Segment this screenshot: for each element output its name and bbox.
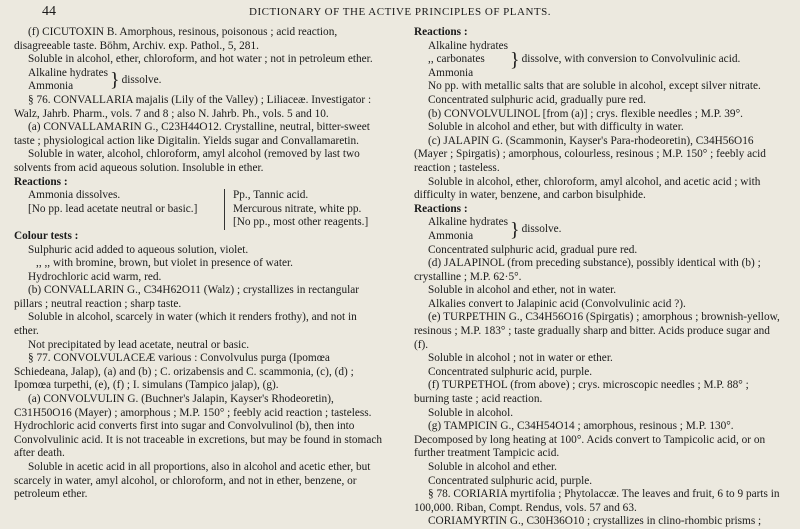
- section-paragraph: § 78. CORIARIA myrtifolia ; Phytolaccæ. The leaves and fruit, 6 to 9 parts in 100,000. Riban, Compt. Rendus, vols. 57 and 63.: [414, 488, 780, 514]
- paragraph: Soluble in alcohol, ether, chloroform, and hot water ; not in petroleum ether.: [28, 53, 373, 66]
- paragraph: (b) CONVALLARIN G., C34H62O11 (Walz) ; crystallizes in rectangular pillars ; neutral reaction ; sharp taste.: [14, 284, 360, 310]
- brace-symbol: }: [110, 69, 120, 92]
- paragraph: Soluble in alcohol and ether, not in water.: [428, 284, 617, 297]
- paragraph: Soluble in water, alcohol, chloroform, amyl alcohol (removed by last two solvents from acid aqueous solution. Insoluble in ether.: [14, 148, 360, 174]
- paragraph: Concentrated sulphuric acid, purple.: [428, 365, 593, 378]
- subheading: Reactions :: [414, 26, 468, 38]
- paragraph: (a) CONVALLAMARIN G., C23H44O12. Crystalline, neutral, bitter-sweet taste ; physiological action like Digitalin. Yields sugar and Convallamaretin.: [14, 121, 370, 147]
- list-item: Ammonia: [428, 66, 474, 79]
- subheading: Reactions :: [414, 202, 468, 215]
- page-header: [6, 4, 794, 24]
- list-item: Ammonia dissolves.: [28, 189, 121, 202]
- reaction-table: [28, 189, 382, 230]
- list-item: ,, ,, with bromine, brown, but violet in presence of water.: [36, 257, 293, 270]
- paragraph: Soluble in alcohol, ether, chloroform, amyl alcohol, and acetic acid ; with difficulty in water, benzene, and carbon bisulphide.: [414, 175, 761, 202]
- list-item: dissolve.: [521, 223, 562, 236]
- paragraph: Alkalies convert to Jalapinic acid (Convolvulinic acid ?).: [428, 297, 686, 310]
- list-item: dissolve, with conversion to Convolvulinic acid.: [521, 53, 741, 66]
- list-item: Pp., Tannic acid.: [233, 189, 309, 202]
- paragraph: Soluble in alcohol and ether.: [428, 461, 557, 473]
- right-column: [414, 26, 782, 529]
- list-item: ,, carbonates: [428, 53, 485, 66]
- section-paragraph: § 76. CONVALLARIA majalis (Lily of the Valley) ; Liliaceæ. Investigator : Walz, Jahrb. Pharm., vols. 7 and 8 ; also N. Jahrb. Ph., vols. 5 and 10.: [14, 93, 372, 120]
- paragraph: Concentrated sulphuric acid, purple.: [428, 474, 593, 487]
- list-item: Ammonia: [428, 229, 474, 242]
- paragraph: Not precipitated by lead acetate, neutral or basic.: [28, 338, 250, 351]
- paragraph: Soluble in acetic acid in all proportions, also in alcohol and acetic ether, but scarcely in water, amyl alcohol, or chloroform, and not in ether, benzene, or petroleum ether.: [14, 461, 371, 501]
- list-item: Mercurous nitrate, white pp.: [233, 202, 362, 215]
- running-title: DICTIONARY OF THE ACTIVE PRINCIPLES OF PLANTS.: [249, 6, 551, 18]
- paragraph: Soluble in alcohol.: [428, 406, 514, 419]
- page-number: 44: [42, 4, 56, 19]
- list-item: Alkaline hydrates: [428, 39, 508, 52]
- paragraph: No pp. with metallic salts that are soluble in alcohol, except silver nitrate.: [428, 80, 761, 93]
- paragraph: Concentrated sulphuric acid, gradual pure red.: [428, 243, 638, 256]
- list-item: dissolve.: [121, 73, 162, 86]
- solvent-list: [428, 40, 782, 81]
- paragraph: Soluble in alcohol ; not in water or ether.: [428, 352, 613, 365]
- left-column: [14, 26, 382, 502]
- reaction-column: [225, 189, 368, 230]
- subheading: Colour tests :: [14, 229, 79, 242]
- list-item: Alkaline hydrates: [428, 216, 508, 229]
- list-item: Hydrochloric acid warm, red.: [28, 270, 162, 283]
- subheading: Reactions :: [14, 175, 68, 188]
- paragraph: (d) JALAPINOL (from preceding substance), possibly identical with (b) ; crystalline ; M.P. 62·5°.: [414, 257, 761, 283]
- section-paragraph: § 77. CONVOLVULACEÆ various : Convolvulus purga (Ipomœa Schiedeana, Jalap), (a) and (b) ; C. orizabensis and C. scammonia, (c), (d) ; Ipomœa turpethi, (e), (f) ; I. simulans (Tampico jalap), (g).: [14, 352, 354, 392]
- list-item: [No pp., most other reagents.]: [233, 216, 369, 229]
- paragraph: (b) CONVOLVULINOL [from (a)] ; crys. flexible needles ; M.P. 39°.: [428, 107, 743, 120]
- solvent-list: [28, 67, 382, 94]
- paragraph: Soluble in alcohol and ether, but with difficulty in water.: [428, 121, 684, 134]
- paragraph: Concentrated sulphuric acid, gradually pure red.: [428, 93, 647, 106]
- brace-symbol: }: [510, 218, 520, 241]
- solvent-list: [428, 216, 782, 243]
- paragraph: Soluble in alcohol, scarcely in water (which it renders frothy), and not in ether.: [14, 311, 357, 338]
- list-item: [No pp. lead acetate neutral or basic.]: [28, 202, 198, 215]
- reaction-column: [28, 189, 225, 230]
- paragraph: (g) TAMPICIN G., C34H54O14 ; amorphous, resinous ; M.P. 130°. Decomposed by long heating at 100°. Acids convert to Tampicolic acid, or on further treatment Tampicic acid.: [414, 420, 766, 460]
- paragraph: (f) TURPETHOL (from above) ; crys. microscopic needles ; M.P. 88° ; burning taste ; acid reaction.: [414, 379, 749, 406]
- paragraph: (f) CICUTOXIN B. Amorphous, resinous, poisonous ; acid reaction, disagreeable taste. Böhm, Archiv. exp. Pathol., 5, 281.: [14, 26, 338, 52]
- paragraph: (c) JALAPIN G. (Scammonin, Kayser's Para-rhodeoretin), C34H56O16 (Mayer ; Spirgatis) ; amorphous, colourless, resinous ; M.P. 150° ; feebly acid reaction ; tasteless.: [414, 134, 766, 174]
- list-item: Sulphuric acid added to aqueous solution, violet.: [28, 243, 249, 256]
- list-item: Ammonia: [28, 80, 74, 93]
- list-item: Alkaline hydrates: [28, 66, 108, 79]
- paragraph: (e) TURPETHIN G., C34H56O16 (Spirgatis) ; amorphous ; brownish-yellow, resinous ; M.P. 183° ; taste gradually sharp and bitter. Acids produce sugar and (f).: [414, 311, 780, 351]
- paragraph: CORIAMYRTIN G., C30H36O10 ; crystallizes in clino-rhombic prisms ;: [428, 515, 762, 528]
- paragraph: (a) CONVOLVULIN G. (Buchner's Jalapin, Kayser's Rhodeoretin), C31H50O16 (Mayer) ; amorphous ; M.P. 150° ; feebly acid reaction ; tasteless. Hydrochloric acid converts first into sugar and Convolvulinol (b), then into Convolvulinic acid. It is not traceable in excretions, but may be found in stomach after death.: [14, 393, 382, 460]
- brace-symbol: }: [510, 48, 520, 71]
